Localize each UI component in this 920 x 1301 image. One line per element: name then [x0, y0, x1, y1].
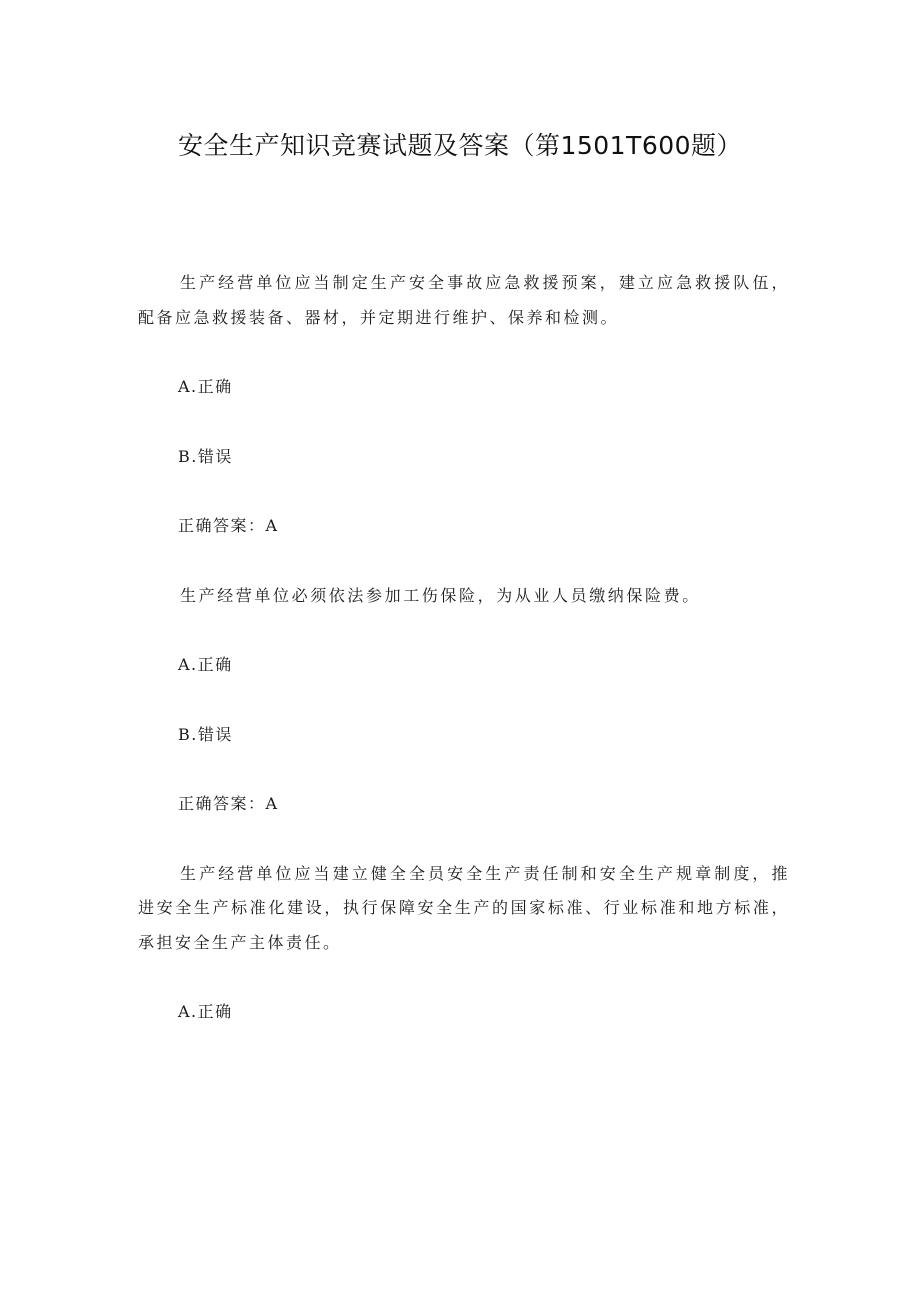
question-1-answer: 正确答案：A — [178, 516, 279, 535]
question-2-stem: 生产经营单位必须依法参加工伤保险，为从业人员缴纳保险费。 — [180, 585, 701, 605]
question-3-option-a: A.正确 — [178, 1002, 233, 1021]
document-title: 安全生产知识竞赛试题及答案（第1501T600题） — [177, 131, 743, 160]
question-1-stem: 生产经营单位应当制定生产安全事故应急救援预案，建立应急救援队伍，配备应急救援装备、器材，并定期进行维护、保养和检测。 — [138, 273, 790, 327]
question-1-option-b: B.错误 — [178, 446, 233, 466]
document-body — [138, 266, 790, 1030]
question-3-stem: 生产经营单位应当建立健全全员安全生产责任制和安全生产规章制度，推进安全生产标准化建设，执行保障安全生产的国家标准、行业标准和地方标准，承担安全生产主体责任。 — [138, 863, 790, 952]
question-2-option-a: A.正确 — [178, 655, 233, 674]
question-2-answer: 正确答案：A — [178, 794, 279, 813]
question-2-option-b: B.错误 — [178, 724, 233, 744]
question-1-option-a: A.正确 — [178, 377, 233, 396]
